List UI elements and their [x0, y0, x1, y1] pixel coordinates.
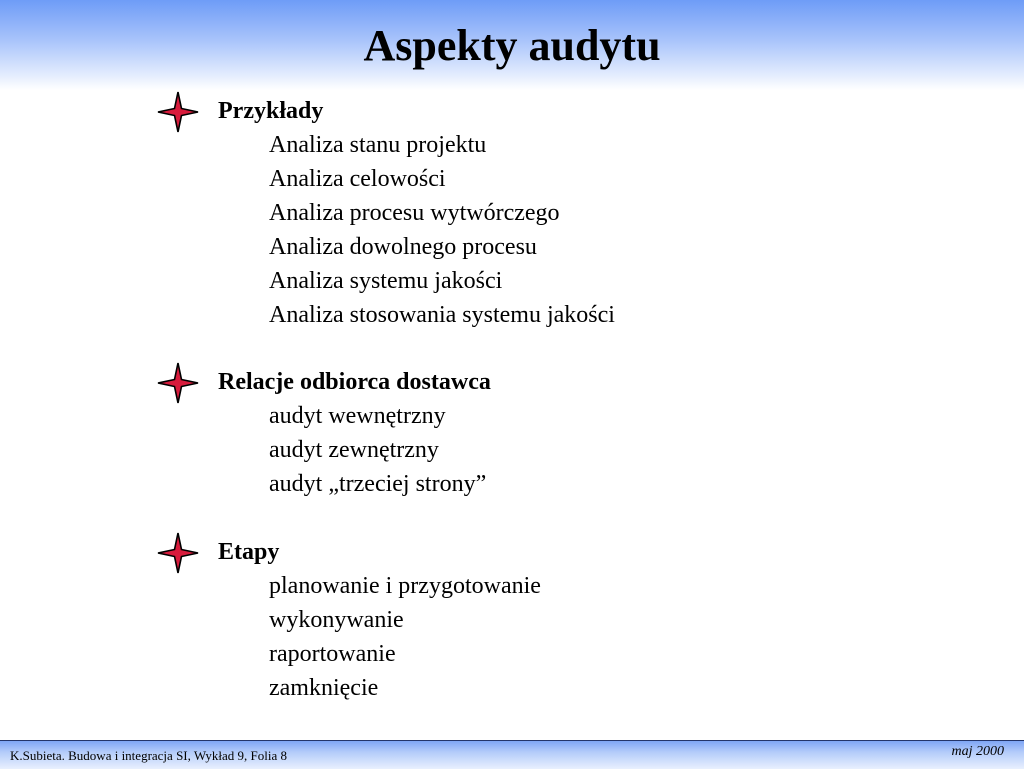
- list-item: audyt „trzeciej strony”: [269, 471, 487, 497]
- section-heading: Etapy: [218, 539, 280, 565]
- list-item: raportowanie: [269, 641, 396, 667]
- list-item: wykonywanie: [269, 607, 404, 633]
- section-item-list: [269, 399, 486, 501]
- list-item: planowanie i przygotowanie: [269, 573, 541, 599]
- section-item-list: [269, 569, 541, 705]
- list-item: Analiza dowolnego procesu: [269, 234, 537, 260]
- list-item: Analiza stosowania systemu jakości: [269, 302, 615, 328]
- list-item: Analiza stanu projektu: [269, 132, 487, 158]
- four-point-star-icon: [156, 531, 200, 575]
- section-heading: Relacje odbiorca dostawca: [218, 369, 491, 395]
- footer-date: maj 2000: [951, 744, 1004, 759]
- footer-bar: [0, 740, 1024, 769]
- four-point-star-icon: [156, 361, 200, 405]
- section-item-list: [269, 128, 615, 332]
- section-heading: Przykłady: [218, 98, 324, 124]
- list-item: audyt zewnętrzny: [269, 437, 439, 463]
- list-item: zamknięcie: [269, 675, 379, 701]
- list-item: Analiza systemu jakości: [269, 268, 503, 294]
- footer-citation: K.Subieta. Budowa i integracja SI, Wykład 9, Folia 8: [10, 748, 287, 763]
- list-item: Analiza celowości: [269, 166, 446, 192]
- slide-title: Aspekty audytu: [363, 21, 661, 70]
- list-item: audyt wewnętrzny: [269, 403, 446, 429]
- four-point-star-icon: [156, 90, 200, 134]
- list-item: Analiza procesu wytwórczego: [269, 200, 560, 226]
